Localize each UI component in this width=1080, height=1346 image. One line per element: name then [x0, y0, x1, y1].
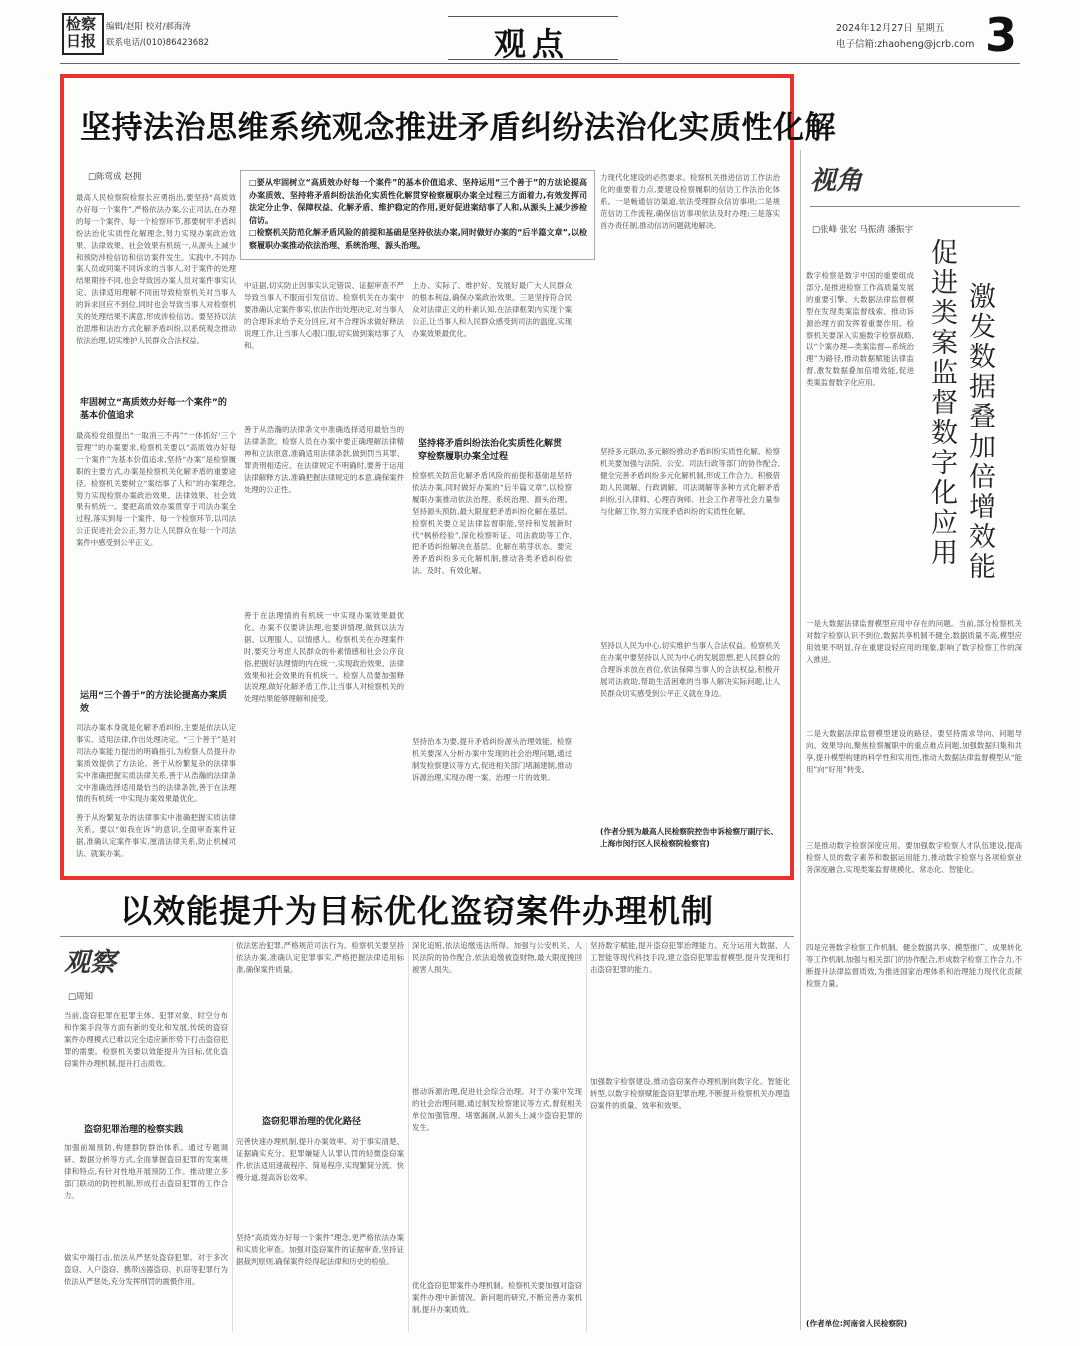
newspaper-logo: 检察日报	[62, 13, 104, 55]
article1-col1-p1: 最高人民检察院检察长应勇指出,要坚持“高质效办好每一个案件”,严格依法办案,公正司法,在办理的每一个案件、每一个检察环节,都要树牢矛盾纠纷法治化实质性化解理念,努力实现办案政治效果、法律效果、社会效果有机统一,从源头上减少和预防涉检信访和信访案件发生。实践中,不同办案人员或同案不同诉求的当事人,对于案件的处理结果期待不同,也会导致因办案人员对案件事实认定、法律适用理解不同而导致检察机关对当事人的诉求回应不到位,同时也会导致当事人对检察机关的处理结果不满意,形成涉检信访。要坚持以法治思维和法治方式化解矛盾纠纷,以系统观念推动依法治理,切实维护人民群众合法权益。	[76, 193, 236, 345]
sidebar-logo: 视角	[810, 166, 863, 196]
summary-point-2: □检察机关防范化解矛盾风险的前提和基础是坚持依法办案,同时做好办案的“后半篇文章”,以检察履职办案推动依法治理、系统治理、源头治理。	[249, 228, 587, 250]
article2-logo-box	[64, 940, 144, 980]
article1-col4-p1: 力现代化建设的必然要求。检察机关推进信访工作法治化的重要着力点,要建设检察履职的信访工作法治化体系。一是畅通信访渠道,依法受理群众信访事项;二是规范信访工作流程,确保信访事项依法及时办理;三是落实首办责任制,推动信访问题就地解决。	[600, 173, 780, 230]
article2-byline: □周知	[68, 992, 94, 1002]
article1-author-note: (作者分别为最高人民检察院控告申诉检察厅副厅长、上海市闵行区人民检察院检察官)	[600, 827, 779, 848]
article2-title-rule	[60, 936, 794, 937]
sidebar-p5: 四是完善数字检察工作机制。健全数据共享、模型推广、成果转化等工作机制,加强与相关部门的协作配合,形成数字检察工作合力,不断提升法律监督质效,为推进国家治理体系和治理能力现代化贡献检察力量。	[806, 943, 1022, 988]
article1-col2-p1: 中证据,切实防止因事实认定错误、证据审查不严导致当事人不服而引发信访。检察机关在办案中要准确认定案件事实,依法作出处理决定,对当事人的合理诉求给予充分回应,对不合理诉求做好释法说理工作,让当事人心服口服,切实做到案结事了人和。	[244, 281, 404, 350]
article1-col1-p2: 最高检党组提出“一取消三不再”“一体抓好‘三个管理’”的办案要求,检察机关要以“高质效办好每一个案件”为基本价值追求,坚持“办案”是检察履职的主要方式,办案是检察机关化解矛盾的重要途径。检察机关要树立“案结事了人和”的办案理念,努力实现检察办案政治效果、法律效果、社会效果有机统一。要把高质效办案贯穿于司法办案全过程,落实到每一个案件、每一个检察环节,以司法公正促进社会公正,努力让人民群众在每一个司法案件中感受到公平正义。	[76, 431, 236, 548]
article2-col1-p1: 当前,盗窃犯罪在犯罪主体、犯罪对象、时空分布和作案手段等方面有新的变化和发展,传统的盗窃案件办理模式已难以完全适应新形势下打击盗窃犯罪的需要。检察机关要以效能提升为目标,优化盗窃案件办理机制,提升打击质效。	[64, 1011, 228, 1068]
article1-col4-p3: 坚持以人民为中心,切实维护当事人合法权益。检察机关在办案中要坚持以人民为中心的发展思想,把人民群众的合理诉求放在首位,依法保障当事人的合法权益,积极开展司法救助,帮助生活困难的当事人解决实际问题,让人民群众切实感受到公平正义就在身边。	[600, 641, 780, 698]
sidebar-divider	[800, 150, 801, 1330]
article2-col5	[590, 1338, 591, 1339]
sidebar-logo-rule	[810, 206, 1020, 207]
article1-col3-p3: 坚持治本为要,提升矛盾纠纷源头治理效能。检察机关要深入分析办案中发现的社会治理问题,通过制发检察建议等方式,促进相关部门堵漏建制,推动诉源治理,实现办理一案、治理一片的效果。	[412, 737, 572, 782]
article1-col2-p2: 善于从浩瀚的法律条文中准确选择适用最恰当的法律条款。检察人员在办案中要正确理解法律精神和立法原意,准确适用法律条款,做到罚当其罪、罪责刑相适应。在法律规定不明确时,要善于运用法律解释方法,准确把握法律规定的本意,确保案件处理的公正性。	[244, 425, 404, 494]
article2-title: 以效能提升为目标优化盗窃案件办理机制	[120, 892, 715, 930]
article1-col2-p3: 善于在法理情的有机统一中实现办案效果最优化。办案不仅要讲法理,也要讲情理,做到以法为据、以理服人、以情感人。检察机关在办理案件时,要充分考虑人民群众的朴素情感和社会公序良俗,把握好法理情的内在统一,实现政治效果、法律效果和社会效果的有机统一。检察人员要加强释法说理,做好化解矛盾工作,让当事人对检察机关的处理结果能够理解和接受。	[244, 611, 404, 704]
article2-logo: 观察	[64, 948, 117, 978]
article2-col1-heading1: 盗窃犯罪治理的检察实践	[84, 1125, 184, 1135]
article2-col2-p2: 完善快速办理机制,提升办案效率。对于事实清楚、证据确实充分、犯罪嫌疑人认罪认罚的轻微盗窃案件,依法适用速裁程序、简易程序,实现繁简分流、快慢分道,提高诉讼效率。	[236, 1137, 404, 1182]
article2-col3-p1: 深化追赃,依法追缴违法所得。加强与公安机关、人民法院的协作配合,依法追缴被盗财物,最大限度挽回被害人损失。	[412, 941, 582, 974]
article2-col2-heading1: 盗窃犯罪治理的优化路径	[262, 1117, 362, 1127]
sidebar-p3: 二是大数据法律监督模型建设的路径。要坚持需求导向、问题导向、效果导向,聚焦检察履职中的重点难点问题,加强数据归集和共享,提升模型构建的科学性和实用性,推动大数据法律监督模型从“能用”向“好用”转变。	[806, 729, 1022, 774]
sidebar-byline: □张峰 张宏 马振清 潘振宇	[812, 225, 914, 235]
article1-col3-p2: 检察机关防范化解矛盾风险的前提和基础是坚持依法办案,同时做好办案的“后半篇文章”,以检察履职办案推动依法治理、系统治理、源头治理。坚持源头预防,最大限度把矛盾纠纷化解在基层。检察机关要立足法律监督职能,坚持和发展新时代“枫桥经验”,深化检察听证、司法救助等工作,把矛盾纠纷解决在基层、化解在萌芽状态。要完善矛盾纠纷多元化解机制,推动各类矛盾纠纷依法、及时、有效化解。	[412, 471, 572, 576]
issue-date: 2024年12月27日 星期五	[836, 23, 945, 34]
sidebar-logo-box	[808, 160, 874, 200]
article1-col1-p3: 司法办案本身就是化解矛盾纠纷,主要是依法认定事实、适用法律,作出处理决定。“三个善于”是对司法办案能力提出的明确指引,为检察人员提升办案质效提供了方法论。善于从纷繁复杂的法律事实中准确把握实质法律关系,善于从浩瀚的法律条文中准确选择适用最恰当的法律条款,善于在法理情的有机统一中实现办案效果最优化。	[76, 723, 236, 804]
article2-col3-p2: 推动诉源治理,促进社会综合治理。对于办案中发现的社会治理问题,通过制发检察建议等方式,督促相关单位加强管理、堵塞漏洞,从源头上减少盗窃犯罪的发生。	[412, 1087, 582, 1132]
article1-col4-p2: 坚持多元联动,多元解纷推动矛盾纠纷实质性化解。检察机关要加强与法院、公安、司法行政等部门的协作配合,健全完善矛盾纠纷多元化解机制,形成工作合力。积极借助人民调解、行政调解、司法调解等多种方式化解矛盾纠纷,引入律师、心理咨询师、社会工作者等社会力量参与化解工作,努力实现矛盾纠纷的实质性化解。	[600, 447, 780, 516]
article2-col4-p1: 坚持数字赋能,提升盗窃犯罪治理能力。充分运用大数据、人工智能等现代科技手段,建立盗窃犯罪监督模型,提升发现和打击盗窃犯罪的能力。	[590, 941, 790, 974]
contact-info: 联系电话/(010)86423682	[106, 38, 209, 48]
masthead	[0, 0, 1080, 66]
summary-point-1: □要从牢固树立“高质效办好每一个案件”的基本价值追求、坚持运用“三个善于”的方法论提高办案质效、坚持将矛盾纠纷法治化实质性化解贯穿检察履职办案全过程三方面着力,有效发挥司法定分止争、保障权益、化解矛盾、维护稳定的作用,更好促进案结事了人和,从源头上减少涉检信访。	[249, 178, 587, 225]
article1-col1-heading2: 运用“三个善于”的方法论提高办案质效	[80, 691, 227, 714]
sidebar-p2: 一是大数据法律监督模型应用中存在的问题。当前,部分检察机关对数字检察认识不到位,数据共享机制不健全,数据质量不高,模型应用效果不明显,存在重建设轻应用的现象,影响了数字检察工作的深入推进。	[806, 619, 1022, 664]
sidebar-p1: 数字检察是数字中国的重要组成部分,是推进检察工作高质量发展的重要引擎。大数据法律监督模型在发现类案监督线索、推动诉源治理方面发挥着重要作用。检察机关要深入实施数字检察战略,以“个案办理—类案监督—系统治理”为路径,推动数据赋能法律监督,激发数据叠加倍增效能,促进类案监督数字化应用。	[806, 271, 914, 388]
article1-col3-p1: 上办、实际了、维护好、发展好最广大人民群众的根本利益,确保办案政治效果。三是坚持符合民众对法律正义的朴素认知,在法律框架内实现个案公正,让当事人和人民群众感受到司法的温度,实现办案效果最优化。	[412, 281, 572, 338]
article2-col2-p1: 依法惩治犯罪,严格规范司法行为。检察机关要坚持依法办案,准确认定犯罪事实,严格把握法律适用标准,确保案件质量。	[236, 941, 404, 974]
section-title: 观点	[494, 25, 571, 63]
article1-title: 坚持法治思维系统观念推进矛盾纠纷法治化实质性化解	[80, 110, 836, 146]
sidebar-title-line1: 激发数据叠加倍增效能	[964, 282, 995, 582]
sidebar-p4: 三是推动数字检察深度应用。要加强数字检察人才队伍建设,提高检察人员的数字素养和数据运用能力,推动数字检察与各项检察业务深度融合,实现类案监督规模化、常态化、智能化。	[806, 841, 1022, 874]
article2-col3-p3: 优化盗窃犯罪案件办理机制。检察机关要加强对盗窃案件办理中新情况、新问题的研究,不断完善办案机制,提升办案质效。	[412, 1281, 582, 1314]
article1-col1-heading1: 牢固树立“高质效办好每一个案件”的基本价值追求	[80, 398, 227, 421]
sidebar-author-note: (作者单位:河南省人民检察院)	[806, 1319, 908, 1328]
article1-col1-p4: 善于从纷繁复杂的法律事实中准确把握实质法律关系。要以“如我在诉”的意识,全面审查案件证据,准确认定案件事实,厘清法律关系,防止机械司法、就案办案。	[76, 813, 236, 858]
article1-byline: □陈莺成 赵拥	[88, 172, 142, 182]
masthead-rule	[60, 63, 1020, 64]
article2-col1-p3: 做实中端打击,依法从严惩处盗窃犯罪。对于多次盗窃、入户盗窃、携带凶器盗窃、扒窃等犯罪行为依法从严惩处,充分发挥刑罚的震慑作用。	[64, 1253, 228, 1286]
contact-email: 电子信箱:zhaoheng@jcrb.com	[836, 39, 975, 50]
section-title-box	[448, 16, 618, 63]
article2-col1-p2: 加强前端预防,构建群防群治体系。通过专题调研、数据分析等方式,全面掌握盗窃犯罪的发案规律和特点,有针对性地开展预防工作。推动建立多部门联动的防控机制,形成打击盗窃犯罪的工作合力。	[64, 1143, 228, 1200]
article2-col-divider-2	[408, 942, 409, 1332]
article2-col-divider-1	[232, 942, 233, 1332]
editors-info: 编辑/赵阳 校对/郝海涛	[106, 22, 191, 32]
article2-col4-p2: 加强数字检察建设,推动盗窃案件办理机制向数字化、智能化转型,以数字检察赋能盗窃犯罪治理,不断提升检察机关办理盗窃案件的质量、效率和效果。	[590, 1077, 790, 1110]
page-number: 3	[985, 8, 1018, 62]
article1-summary-box	[240, 170, 595, 260]
article1-col3-heading1: 坚持将矛盾纠纷法治化实质性化解贯穿检察履职办案全过程	[418, 439, 563, 462]
sidebar-title-line2: 促进类案监督数字化应用	[926, 238, 957, 568]
article2-col-divider-3	[586, 942, 587, 1332]
article2-col2-p3: 坚持“高质效办好每一个案件”理念,更严格依法办案和实质化审查。加强对盗窃案件的证据审查,坚持证据裁判原则,确保案件经得起法律和历史的检验。	[236, 1233, 404, 1266]
